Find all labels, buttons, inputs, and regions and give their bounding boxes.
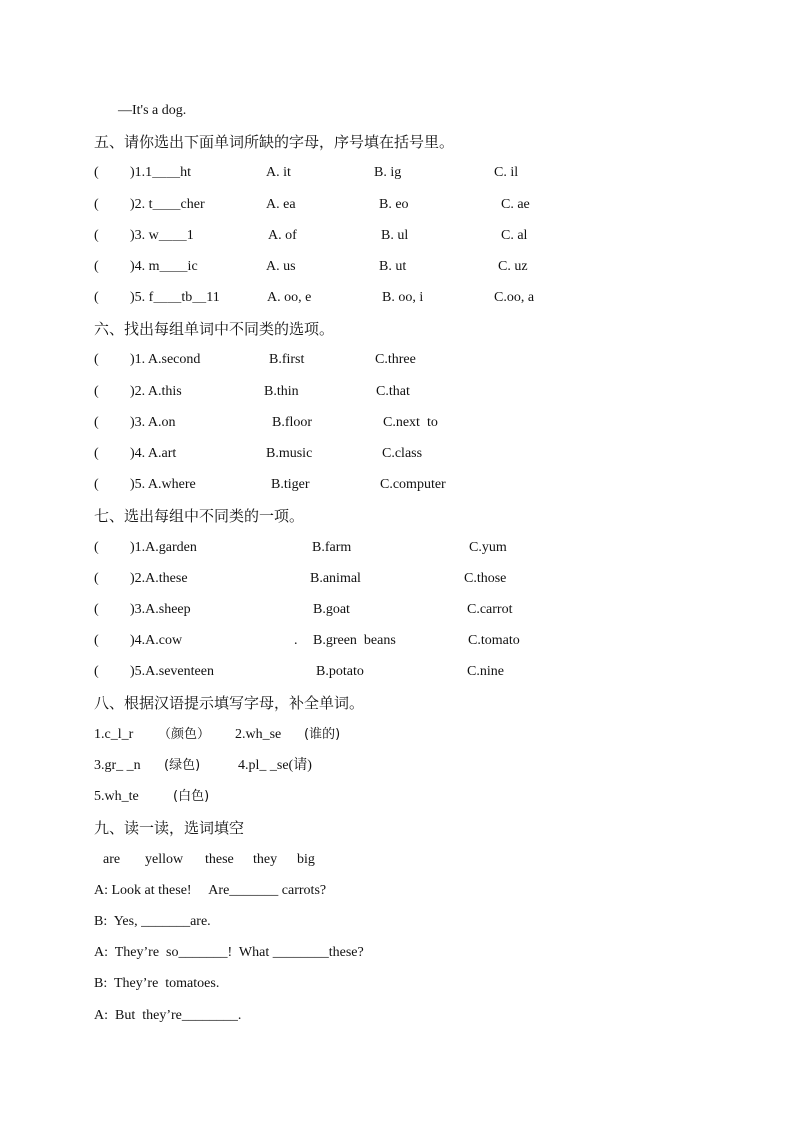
answer-bracket: ( — [94, 602, 99, 617]
section-9-heading: 九、读一读，选词填空 — [94, 819, 245, 837]
answer-bracket: ( — [94, 415, 99, 430]
question-stem: )3. w＿＿1 — [130, 228, 194, 243]
answer-bracket: ( — [94, 228, 99, 243]
option-c: C.next to — [383, 415, 438, 430]
option-b: B.thin — [264, 384, 299, 399]
answer-bracket: ( — [94, 477, 99, 492]
question-stem: )4. m＿＿ic — [130, 259, 198, 274]
option-b: B.potato — [316, 664, 364, 679]
answer-bracket: ( — [94, 259, 99, 274]
option-c: C.tomato — [468, 633, 520, 648]
option-b: B.music — [266, 446, 313, 461]
fill-word-2-hint: (谁的) — [304, 727, 341, 742]
answer-bracket: ( — [94, 384, 99, 399]
option-b: B.animal — [310, 571, 361, 586]
question-option-a: )5.A.seventeen — [130, 664, 214, 679]
option-c: C. al — [501, 228, 528, 243]
question-option-a: )5. A.where — [130, 477, 196, 492]
dialog-line: B: They’re tomatoes. — [94, 976, 220, 991]
option-b: B.floor — [272, 415, 313, 430]
fill-word-1: 1.c_l_r — [94, 727, 134, 742]
option-c: C. il — [494, 165, 519, 180]
option-c: C.yum — [469, 540, 507, 555]
word-bank-item: are — [103, 852, 121, 867]
answer-bracket: ( — [94, 290, 99, 305]
option-b: B. ig — [374, 165, 402, 180]
question-option-a: )4. A.art — [130, 446, 177, 461]
option-b: B.goat — [313, 602, 350, 617]
question-option-a: )3. A.on — [130, 415, 176, 430]
answer-bracket: ( — [94, 540, 99, 555]
fill-word-3-hint: (绿色) — [164, 758, 201, 773]
fill-word-4: 4.pl_ _se(请) — [238, 758, 312, 773]
answer-bracket: ( — [94, 633, 99, 648]
fill-word-1-hint: （颜色） — [158, 727, 211, 742]
option-b: B. ul — [381, 228, 409, 243]
option-b: B.green beans — [313, 633, 396, 648]
question-option-a: )1. A.second — [130, 352, 201, 367]
dialog-line: A: They’re so_______! What ________these? — [94, 945, 364, 960]
dialog-line: B: Yes, _______are. — [94, 914, 211, 929]
option-c: C.computer — [380, 477, 446, 492]
option-a: A. oo, e — [267, 290, 312, 305]
option-b: B.farm — [312, 540, 352, 555]
option-a: A. ea — [266, 197, 296, 212]
word-bank-item: yellow — [145, 852, 184, 867]
option-b: B.tiger — [271, 477, 310, 492]
question-option-a: )3.A.sheep — [130, 602, 191, 617]
option-c: C. uz — [498, 259, 528, 274]
answer-bracket: ( — [94, 664, 99, 679]
question-option-a: )2.A.these — [130, 571, 188, 586]
fill-word-5: 5.wh_te — [94, 789, 139, 804]
question-option-a: )1.A.garden — [130, 540, 197, 555]
section-6-heading: 六、找出每组单词中不同类的选项。 — [94, 320, 335, 338]
fill-word-2: 2.wh_se — [235, 727, 282, 742]
option-c: C.that — [376, 384, 410, 399]
intro-line: —It's a dog. — [118, 103, 187, 118]
option-b: B. oo, i — [382, 290, 424, 305]
option-b: B. eo — [379, 197, 409, 212]
option-a: A. of — [268, 228, 297, 243]
answer-bracket: ( — [94, 165, 99, 180]
section-8-heading: 八、根据汉语提示填写字母，补全单词。 — [94, 694, 365, 712]
dialog-line: A: But they’re________. — [94, 1008, 242, 1023]
question-stem: )2. t＿＿cher — [130, 197, 205, 212]
question-option-a: )2. A.this — [130, 384, 182, 399]
option-c: C.carrot — [467, 602, 513, 617]
question-stem: )1.1＿＿ht — [130, 165, 192, 180]
answer-bracket: ( — [94, 446, 99, 461]
option-c: C.oo, a — [494, 290, 535, 305]
word-bank-item: these — [205, 852, 234, 867]
word-bank-item: they — [253, 852, 278, 867]
fill-word-3: 3.gr_ _n — [94, 758, 141, 773]
option-b: B.first — [269, 352, 305, 367]
answer-bracket: ( — [94, 197, 99, 212]
answer-bracket: ( — [94, 352, 99, 367]
option-c: C.those — [464, 571, 507, 586]
section-5-heading: 五、请你选出下面单词所缺的字母，序号填在括号里。 — [94, 133, 455, 151]
word-bank-item: big — [297, 852, 315, 867]
option-a: A. us — [266, 259, 296, 274]
section-7-heading: 七、选出每组中不同类的一项。 — [94, 507, 305, 525]
option-c: C.nine — [467, 664, 504, 679]
question-option-a: )4.A.cow — [130, 633, 183, 648]
option-b: B. ut — [379, 259, 407, 274]
answer-bracket: ( — [94, 571, 99, 586]
option-c: C. ae — [501, 197, 530, 212]
option-c: C.three — [375, 352, 416, 367]
option-a: A. it — [266, 165, 291, 180]
stray-dot: . — [294, 633, 298, 648]
fill-word-5-hint: (白色) — [173, 789, 210, 804]
option-c: C.class — [382, 446, 423, 461]
dialog-line: A: Look at these! Are_______ carrots? — [94, 883, 327, 898]
question-stem: )5. f＿＿tb＿11 — [130, 290, 220, 305]
